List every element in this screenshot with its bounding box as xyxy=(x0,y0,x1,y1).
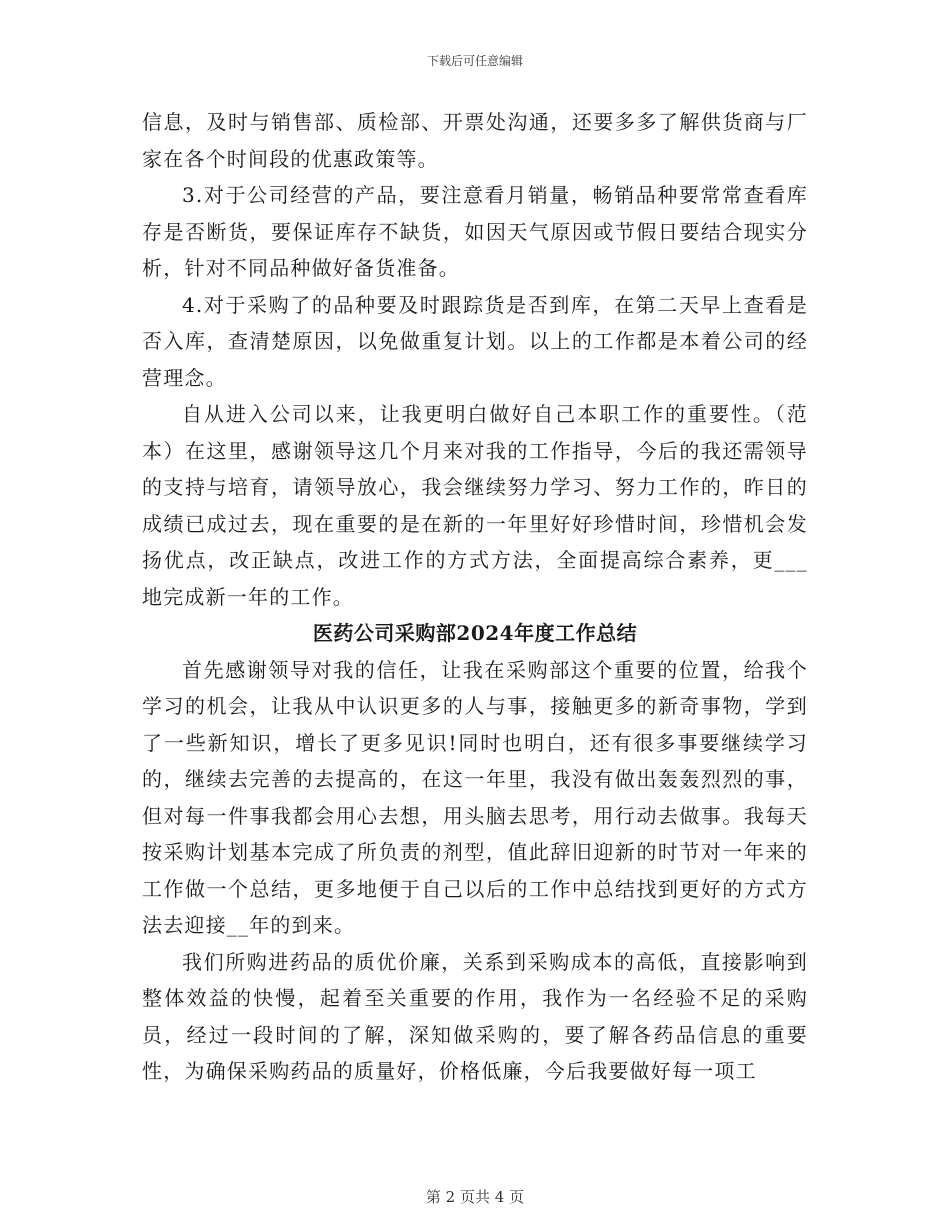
page-header: 下载后可任意编辑 xyxy=(426,54,523,68)
paragraph-quality: 我们所购进药品的质优价廉，关系到采购成本的高低，直接影响到整体效益的快慢，起着至关重要的作用，我作为一名经验不足的采购员，经过一段时间的了解，深知做采购的，要了解各药品信息的重要性，为确保采购药品的质量好，价格低廉，今后我要做好每一项工 xyxy=(142,949,808,1083)
paragraph-continuation: 信息，及时与销售部、质检部、开票处沟通，还要多多了解供货商与厂家在各个时间段的优惠政策等。 xyxy=(142,110,808,171)
paragraph-item-3: 3.对于公司经营的产品，要注意看月销量，畅销品种要常常查看库存是否断货，要保证库存不缺货，如因天气原因或节假日要结合现实分析，针对不同品种做好备货准备。 xyxy=(142,183,808,280)
paragraph-closing: 自从进入公司以来，让我更明白做好自己本职工作的重要性。（范本）在这里，感谢领导这几个月来对我的工作指导，今后的我还需领导的支持与培育，请领导放心，我会继续努力学习、努力工作的，昨日的成绩已成过去，现在重要的是在新的一年里好好珍惜时间，珍惜机会发扬优点，改正缺点，改进工作的方式方法，全面提高综合素养，更___地完成新一年的工作。 xyxy=(142,402,808,609)
section-title: 医药公司采购部2024年度工作总结 xyxy=(312,621,638,645)
paragraph-intro: 首先感谢领导对我的信任，让我在采购部这个重要的位置，给我个学习的机会，让我从中认识更多的人与事，接触更多的新奇事物，学到了一些新知识，增长了更多见识!同时也明白，还有很多事要继续学习的，继续去完善的去提高的，在这一年里，我没有做出轰轰烈烈的事，但对每一件事我都会用心去想，用头脑去思考，用行动去做事。我每天按采购计划基本完成了所负责的剂型，值此辞旧迎新的时节对一年来的工作做一个总结，更多地便于自己以后的工作中总结找到更好的方式方法去迎接__年的到来。 xyxy=(142,657,808,937)
document-body xyxy=(142,104,808,1090)
page-footer: 第 2 页共 4 页 xyxy=(425,1188,525,1206)
paragraph-item-4: 4.对于采购了的品种要及时跟踪货是否到库，在第二天早上查看是否入库，查清楚原因，以免做重复计划。以上的工作都是本着公司的经营理念。 xyxy=(142,292,808,390)
